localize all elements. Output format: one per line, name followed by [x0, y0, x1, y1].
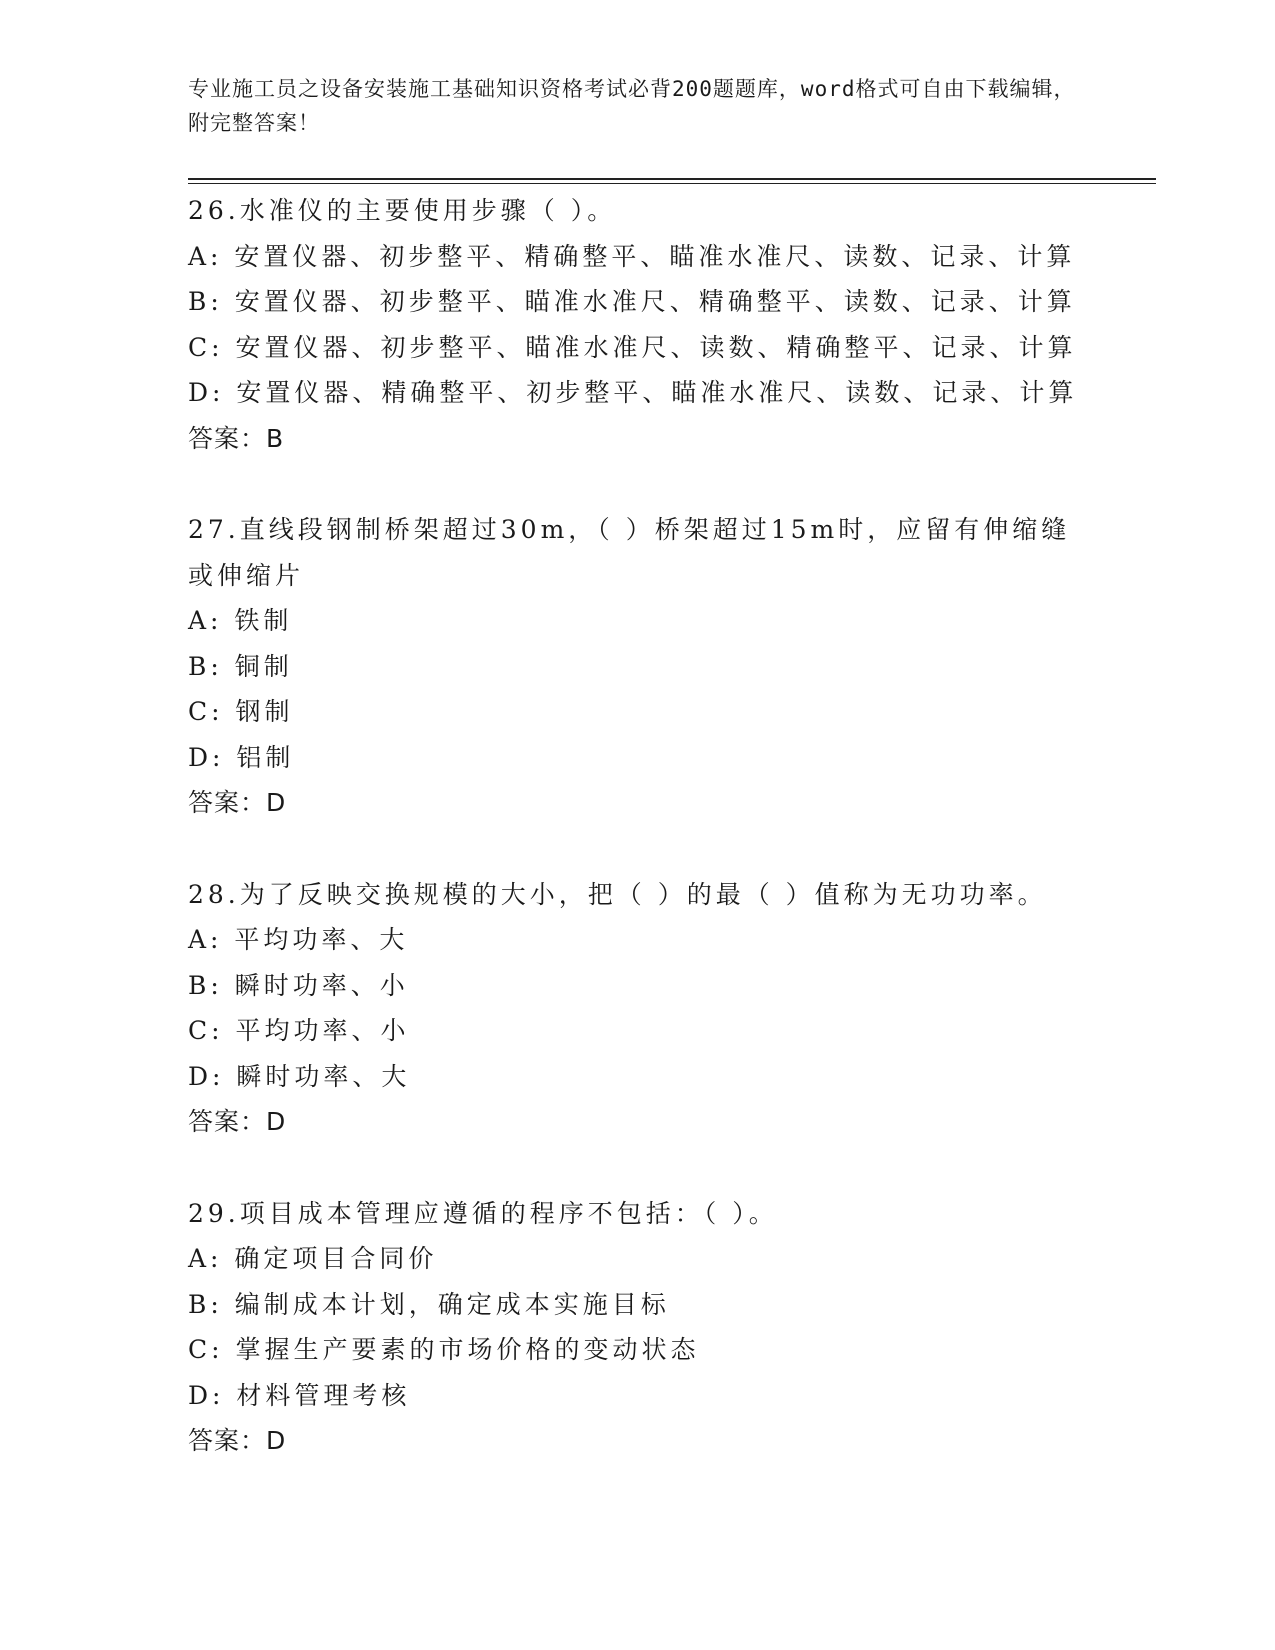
question-26	[188, 188, 1088, 461]
question-27	[188, 507, 1088, 826]
question-29	[188, 1191, 1088, 1464]
question-28	[188, 872, 1088, 1145]
answer: 答案：D	[188, 1107, 287, 1136]
header-rule-thick	[188, 178, 1156, 180]
option-b: B: 铜制	[188, 651, 293, 681]
answer: 答案：D	[188, 788, 287, 817]
option-d: D: 安置仪器、精确整平、初步整平、瞄准水准尺、读数、记录、计算	[188, 378, 1078, 407]
question-stem: 27.直线段钢制桥架超过30m，（ ）桥架超过15m时，应留有伸缩缝或伸缩片	[188, 515, 1071, 590]
option-d: D: 瞬时功率、大	[188, 1061, 411, 1091]
answer: 答案：D	[188, 1426, 287, 1455]
option-d: D: 铝制	[188, 742, 295, 772]
answer: 答案：B	[188, 423, 285, 453]
option-c: C: 掌握生产要素的市场价格的变动状态	[188, 1335, 700, 1364]
option-a: A: 铁制	[188, 606, 293, 635]
option-a: A: 确定项目合同价	[188, 1244, 438, 1273]
question-stem: 29.项目成本管理应遵循的程序不包括：（ ）。	[188, 1198, 778, 1228]
option-c: C: 平均功率、小	[188, 1016, 410, 1045]
document-header: 专业施工员之设备安装施工基础知识资格考试必背200题题库，word格式可自由下载编辑，附完整答案！	[188, 77, 1076, 135]
header-rule-thin	[188, 183, 1156, 184]
question-stem: 26.水准仪的主要使用步骤（ ）。	[188, 196, 617, 225]
question-stem: 28.为了反映交换规模的大小，把（ ）的最（ ）值称为无功功率。	[188, 879, 1047, 909]
option-a: A: 安置仪器、初步整平、精确整平、瞄准水准尺、读数、记录、计算	[188, 241, 1076, 271]
option-c: C: 钢制	[188, 697, 294, 726]
question-list	[188, 188, 1088, 1510]
option-b: B: 瞬时功率、小	[188, 970, 409, 1000]
option-b: B: 编制成本计划，确定成本实施目标	[188, 1289, 670, 1319]
option-a: A: 平均功率、大	[188, 925, 409, 954]
option-c: C: 安置仪器、初步整平、瞄准水准尺、读数、精确整平、记录、计算	[188, 332, 1077, 362]
option-d: D: 材料管理考核	[188, 1380, 411, 1410]
option-b: B: 安置仪器、初步整平、瞄准水准尺、精确整平、读数、记录、计算	[188, 287, 1076, 316]
